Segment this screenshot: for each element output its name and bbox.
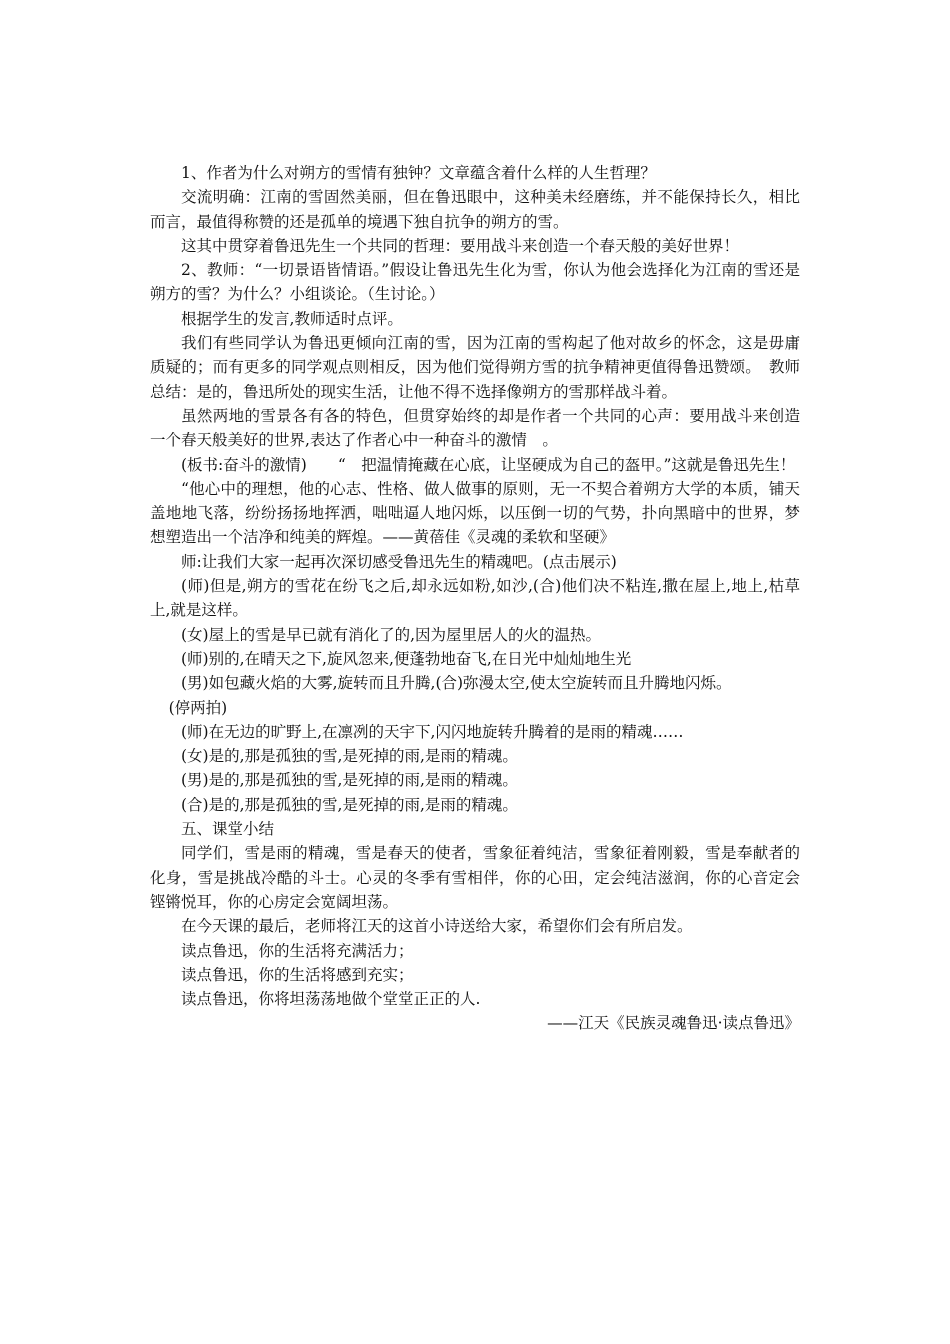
reading-line-1: (师)但是,朔方的雪花在纷飞之后,却永远如粉,如沙,(合)他们决不粘连,撒在屋上,地上,枯草上,就是这样。 [150,577,800,620]
answer-1: 交流明确：江南的雪固然美丽，但在鲁迅眼中，这种美未经磨练，并不能保持长久，相比而言，最值得称赞的还是孤单的境遇下独自抗争的朔方的雪。 [150,188,800,231]
reading-line-5: (师)在无边的旷野上,在凛冽的天宇下,闪闪地旋转升腾着的是雨的精魂…… [181,722,684,741]
class-summary: 同学们，雪是雨的精魂，雪是春天的使者，雪象征着纯洁，雪象征着刚毅，雪是奉献者的化身，雪是挑战冷酷的斗士。心灵的冬季有雪相伴，你的心田，定会纯洁滋润，你的心音定会铿锵悦耳，你的心房定会宽阔坦荡。 [150,844,800,911]
document-body [150,161,800,1036]
reading-line-4: (男)如包藏火焰的大雾,旋转而且升腾,(合)弥漫太空,使太空旋转而且升腾地闪烁。 [181,674,732,693]
reading-line-3: (师)别的,在晴天之下,旋风忽来,便蓬勃地奋飞,在日光中灿灿地生光 [181,649,632,668]
philosophy-paragraph: 这其中贯穿着鲁迅先生一个共同的哲理：要用战斗来创造一个春天般的美好世界！ [181,236,740,255]
question-2: 2、教师：“一切景语皆情语。”假设让鲁迅先生化为雪，你认为他会选择化为江南的雪还是朔方的雪？为什么？小组谈论。（生讨论。） [150,261,800,304]
question-1: 1、作者为什么对朔方的雪情有独钟？文章蕴含着什么样的人生哲理？ [181,164,656,182]
reading-line-7: (男)是的,那是孤独的雪,是死掉的雨,是雨的精魂。 [181,771,518,790]
summary-paragraph: 虽然两地的雪景各有各的特色，但贯穿始终的却是作者一个共同的心声：要用战斗来创造一个春天般美好的世界,表达了作者心中一种奋斗的激情 。 [150,406,800,450]
teacher-comment: 根据学生的发言,教师适时点评。 [181,309,403,328]
teacher-invite: 师:让我们大家一起再次深切感受鲁迅先生的精魂吧。(点击展示) [181,552,617,571]
quotation-paragraph: “他心中的理想，他的心志、性格、做人做事的原则，无一不契合着朔方大学的本质，铺天盖地地飞落，纷纷扬扬地挥洒，咄咄逼人地闪烁，以压倒一切的气势，扑向黑暗中的世界，梦想塑造出一个洁净和纯美的辉煌。——黄蓓佳《灵魂的柔软和坚硬》 [150,479,800,547]
poem-line-2: 读点鲁迅，你的生活将感到充实； [181,965,414,984]
section-heading: 五、课堂小结 [181,820,275,839]
poem-intro: 在今天课的最后，老师将江天的这首小诗送给大家，希望你们会有所启发。 [181,917,693,936]
reading-line-2: (女)屋上的雪是早已就有消化了的,因为屋里居人的火的温热。 [181,625,602,644]
poem-line-1: 读点鲁迅，你的生活将充满活力； [181,941,414,960]
pause-note: (停两拍) [168,698,228,717]
reading-line-8: (合)是的,那是孤独的雪,是死掉的雨,是雨的精魂。 [181,795,518,814]
blackboard-paragraph: (板书:奋斗的激情) “ 把温情掩藏在心底，让坚硬成为自己的盔甲。”这就是鲁迅先生！ [181,455,796,474]
student-views-paragraph: 我们有些同学认为鲁迅更倾向江南的雪，因为江南的雪构起了他对故乡的怀念，这是毋庸质疑的；而有更多的同学观点则相反，因为他们觉得朔方雪的抗争精神更值得鲁迅赞颂。 教师总结：是的，鲁迅所处的现实生活，让他不得不选择像朔方的雪那样战斗着。 [150,334,800,401]
poem-source: ——江天《民族灵魂鲁迅·读点鲁迅》 [547,1014,800,1033]
reading-line-6: (女)是的,那是孤独的雪,是死掉的雨,是雨的精魂。 [181,747,518,766]
poem-line-3: 读点鲁迅，你将坦荡荡地做个堂堂正正的人. [181,990,481,1009]
